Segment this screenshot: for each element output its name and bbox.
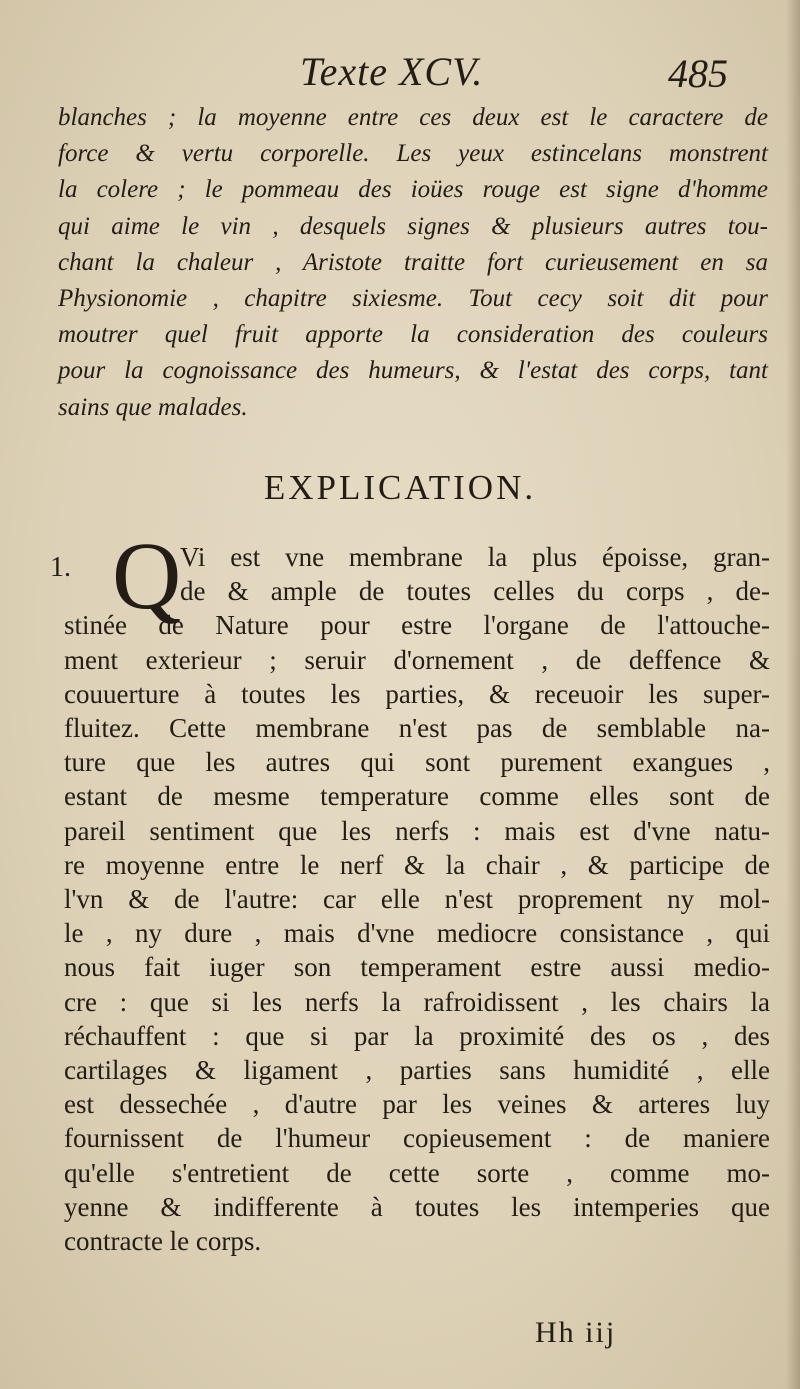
text-line: cartilages & ligament , parties sans humidité , elle xyxy=(64,1055,770,1086)
page-edge-shadow xyxy=(786,0,800,1389)
text-line: est dessechée , d'autre par les veines & arteres luy xyxy=(64,1089,770,1120)
running-title: Texte XCV. xyxy=(300,49,484,94)
text-line: qu'elle s'entretient de cette sorte , comme mo- xyxy=(64,1157,770,1188)
text-line: nous fait iuger son temperament estre aussi medio- xyxy=(64,952,770,983)
page-number: 485 xyxy=(668,51,728,96)
text-line: estant de mesme temperature comme elles sont de xyxy=(64,781,770,812)
text-line: l'vn & de l'autre: car elle n'est proprement ny mol- xyxy=(64,884,770,915)
text-line: fournissent de l'humeur copieusement : de maniere xyxy=(64,1123,770,1154)
text-line: cre : que si les nerfs la rafroidissent , les chairs la xyxy=(64,986,770,1017)
text-line: stinée de Nature pour estre l'organe de l'attouche- xyxy=(64,610,770,641)
text-line: pour la cognoissance des humeurs, & l'estat des corps, tant xyxy=(58,357,768,385)
text-line: de & ample de toutes celles du corps , de- xyxy=(180,576,770,607)
text-line: yenne & indifferente à toutes les intemperies que xyxy=(64,1191,770,1222)
section-heading: EXPLICATION. xyxy=(263,468,537,507)
paragraph-number: 1. xyxy=(50,552,71,583)
text-line: chant la chaleur , Aristote traitte fort curieusement en sa xyxy=(58,248,768,276)
text-line: pareil sentiment que les nerfs : mais est d'vne natu- xyxy=(64,815,770,846)
text-line: la colere ; le pommeau des ioües rouge est signe d'homme xyxy=(58,176,768,204)
text-line: ment exterieur ; seruir d'ornement , de deffence & xyxy=(64,644,770,675)
text-line: sains que malades. xyxy=(58,393,248,421)
page-header xyxy=(0,48,800,100)
signature-mark: Hh iij xyxy=(535,1316,617,1349)
text-line: fluitez. Cette membrane n'est pas de semblable na- xyxy=(64,713,770,744)
italic-text-block xyxy=(58,100,768,426)
text-line: réchauffent : que si par la proximité des os , des xyxy=(64,1020,770,1051)
text-line: ture que les autres qui sont purement exangues , xyxy=(64,747,770,778)
text-line: Vi est vne membrane la plus époisse, gran- xyxy=(180,542,770,572)
body-text-block xyxy=(64,540,770,1258)
text-line: couuerture à toutes les parties, & receuoir les super- xyxy=(64,678,770,709)
text-line: le , ny dure , mais d'vne mediocre consistance , qui xyxy=(64,918,770,949)
text-line: moutrer quel fruit apporte la consideration des couleurs xyxy=(58,321,768,349)
text-line: blanches ; la moyenne entre ces deux est le caractere de xyxy=(58,104,768,131)
drop-cap: Q xyxy=(112,522,182,629)
text-line: qui aime le vin , desquels signes & plusieurs autres tou- xyxy=(58,212,768,240)
text-line: re moyenne entre le nerf & la chair , & participe de xyxy=(64,849,770,880)
text-line: contracte le corps. xyxy=(64,1226,262,1257)
text-line: Physionomie , chapitre sixiesme. Tout cecy soit dit pour xyxy=(58,285,768,313)
text-line: force & vertu corporelle. Les yeux estincelans monstrent xyxy=(58,140,768,168)
